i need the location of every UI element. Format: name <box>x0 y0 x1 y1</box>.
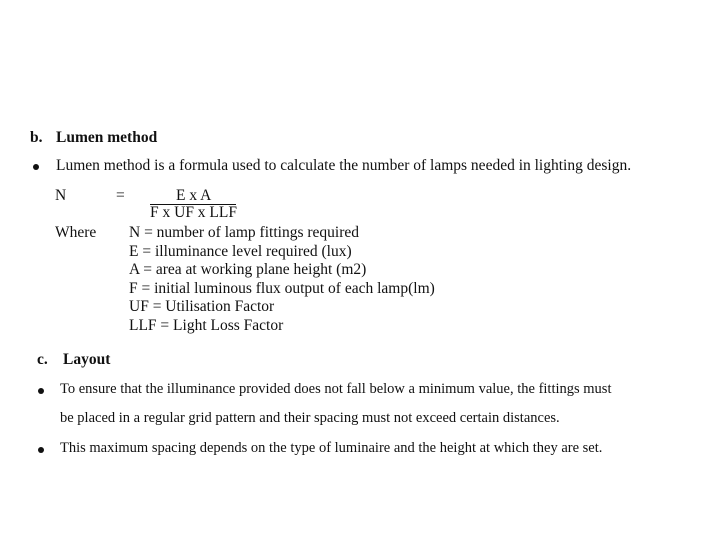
layout-bullet-1-line-1: To ensure that the illuminance provided does not fall below a minimum value, the fittings must <box>60 381 612 397</box>
definition-item: UF = Utilisation Factor <box>129 298 275 315</box>
definition-item: A = area at working plane height (m2) <box>129 261 367 278</box>
lumen-method-description: Lumen method is a formula used to calculate the number of lamps needed in lighting design. <box>56 157 632 174</box>
bullet-dot <box>38 447 44 453</box>
definition-item: E = illuminance level required (lux) <box>129 242 352 260</box>
layout-bullet-2-line-1: This maximum spacing depends on the type of luminaire and the height at which they are set. <box>60 440 603 456</box>
section-c-title: Layout <box>63 351 111 368</box>
layout-bullet-1-line-2: be placed in a regular grid pattern and their spacing must not exceed certain distances. <box>60 410 560 426</box>
definition-item: N = number of lamp fittings required <box>129 224 359 241</box>
where-label: Where <box>55 224 97 241</box>
definition-list <box>129 224 435 335</box>
bullet-dot <box>33 164 39 170</box>
formula-denominator: F x UF x LLF <box>150 204 237 221</box>
section-b-label: b. <box>30 129 43 146</box>
definition-item: F = initial luminous flux output of each lamp(lm) <box>129 279 435 297</box>
formula-numerator: E x A <box>176 187 212 204</box>
formula-lhs: N <box>55 187 67 204</box>
formula-equals: = <box>116 187 125 204</box>
section-c-label: c. <box>37 351 48 368</box>
bullet-dot <box>38 388 44 394</box>
definition-item: LLF = Light Loss Factor <box>129 316 284 334</box>
section-b-title: Lumen method <box>56 129 158 146</box>
